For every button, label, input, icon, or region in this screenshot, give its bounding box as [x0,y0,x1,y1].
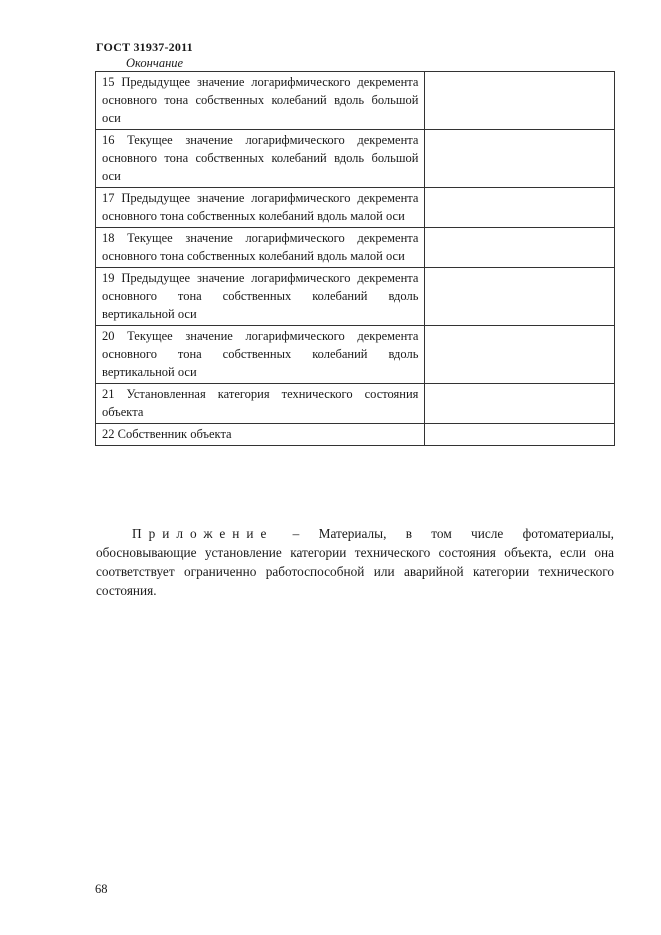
row-value [425,268,615,326]
table-row [96,130,615,188]
appendix-note [96,524,614,600]
row-value [425,72,615,130]
table-row [96,268,615,326]
table-row [96,326,615,384]
row-value [425,188,615,228]
specification-table [95,71,615,446]
row-value [425,384,615,424]
page-number: 68 [95,882,108,896]
row-value [425,326,615,384]
table-continuation-label: Окончание [126,56,184,70]
row-label: 21 Установленная категория технического состояния объекта [96,384,425,424]
row-label: 20 Текущее значение логарифмического декремента основного тона собственных колебаний вдоль вертикальной оси [96,326,425,384]
row-value [425,130,615,188]
table-row [96,424,615,446]
table-row [96,188,615,228]
table-row [96,384,615,424]
row-label: 18 Текущее значение логарифмического декремента основного тона собственных колебаний вдоль малой оси [96,228,425,268]
note-prefix: Приложение [132,526,274,541]
note-text: – Материалы, в том числе фотоматериалы, обосновывающие установление категории технического состояния объекта, если она соответствует ограниченно работоспособной или аварийной категории технического состояния. [96,526,614,598]
table-row [96,72,615,130]
row-value [425,424,615,446]
row-label: 17 Предыдущее значение логарифмического декремента основного тона собственных колебаний вдоль малой оси [96,188,425,228]
row-value [425,228,615,268]
table-row [96,228,615,268]
row-label: 22 Собственник объекта [96,424,425,446]
row-label: 19 Предыдущее значение логарифмического декремента основного тона собственных колебаний вдоль вертикальной оси [96,268,425,326]
row-label: 15 Предыдущее значение логарифмического декремента основного тона собственных колебаний вдоль большой оси [96,72,425,130]
row-label: 16 Текущее значение логарифмического декремента основного тона собственных колебаний вдоль большой оси [96,130,425,188]
document-header: ГОСТ 31937-2011 [96,40,193,54]
